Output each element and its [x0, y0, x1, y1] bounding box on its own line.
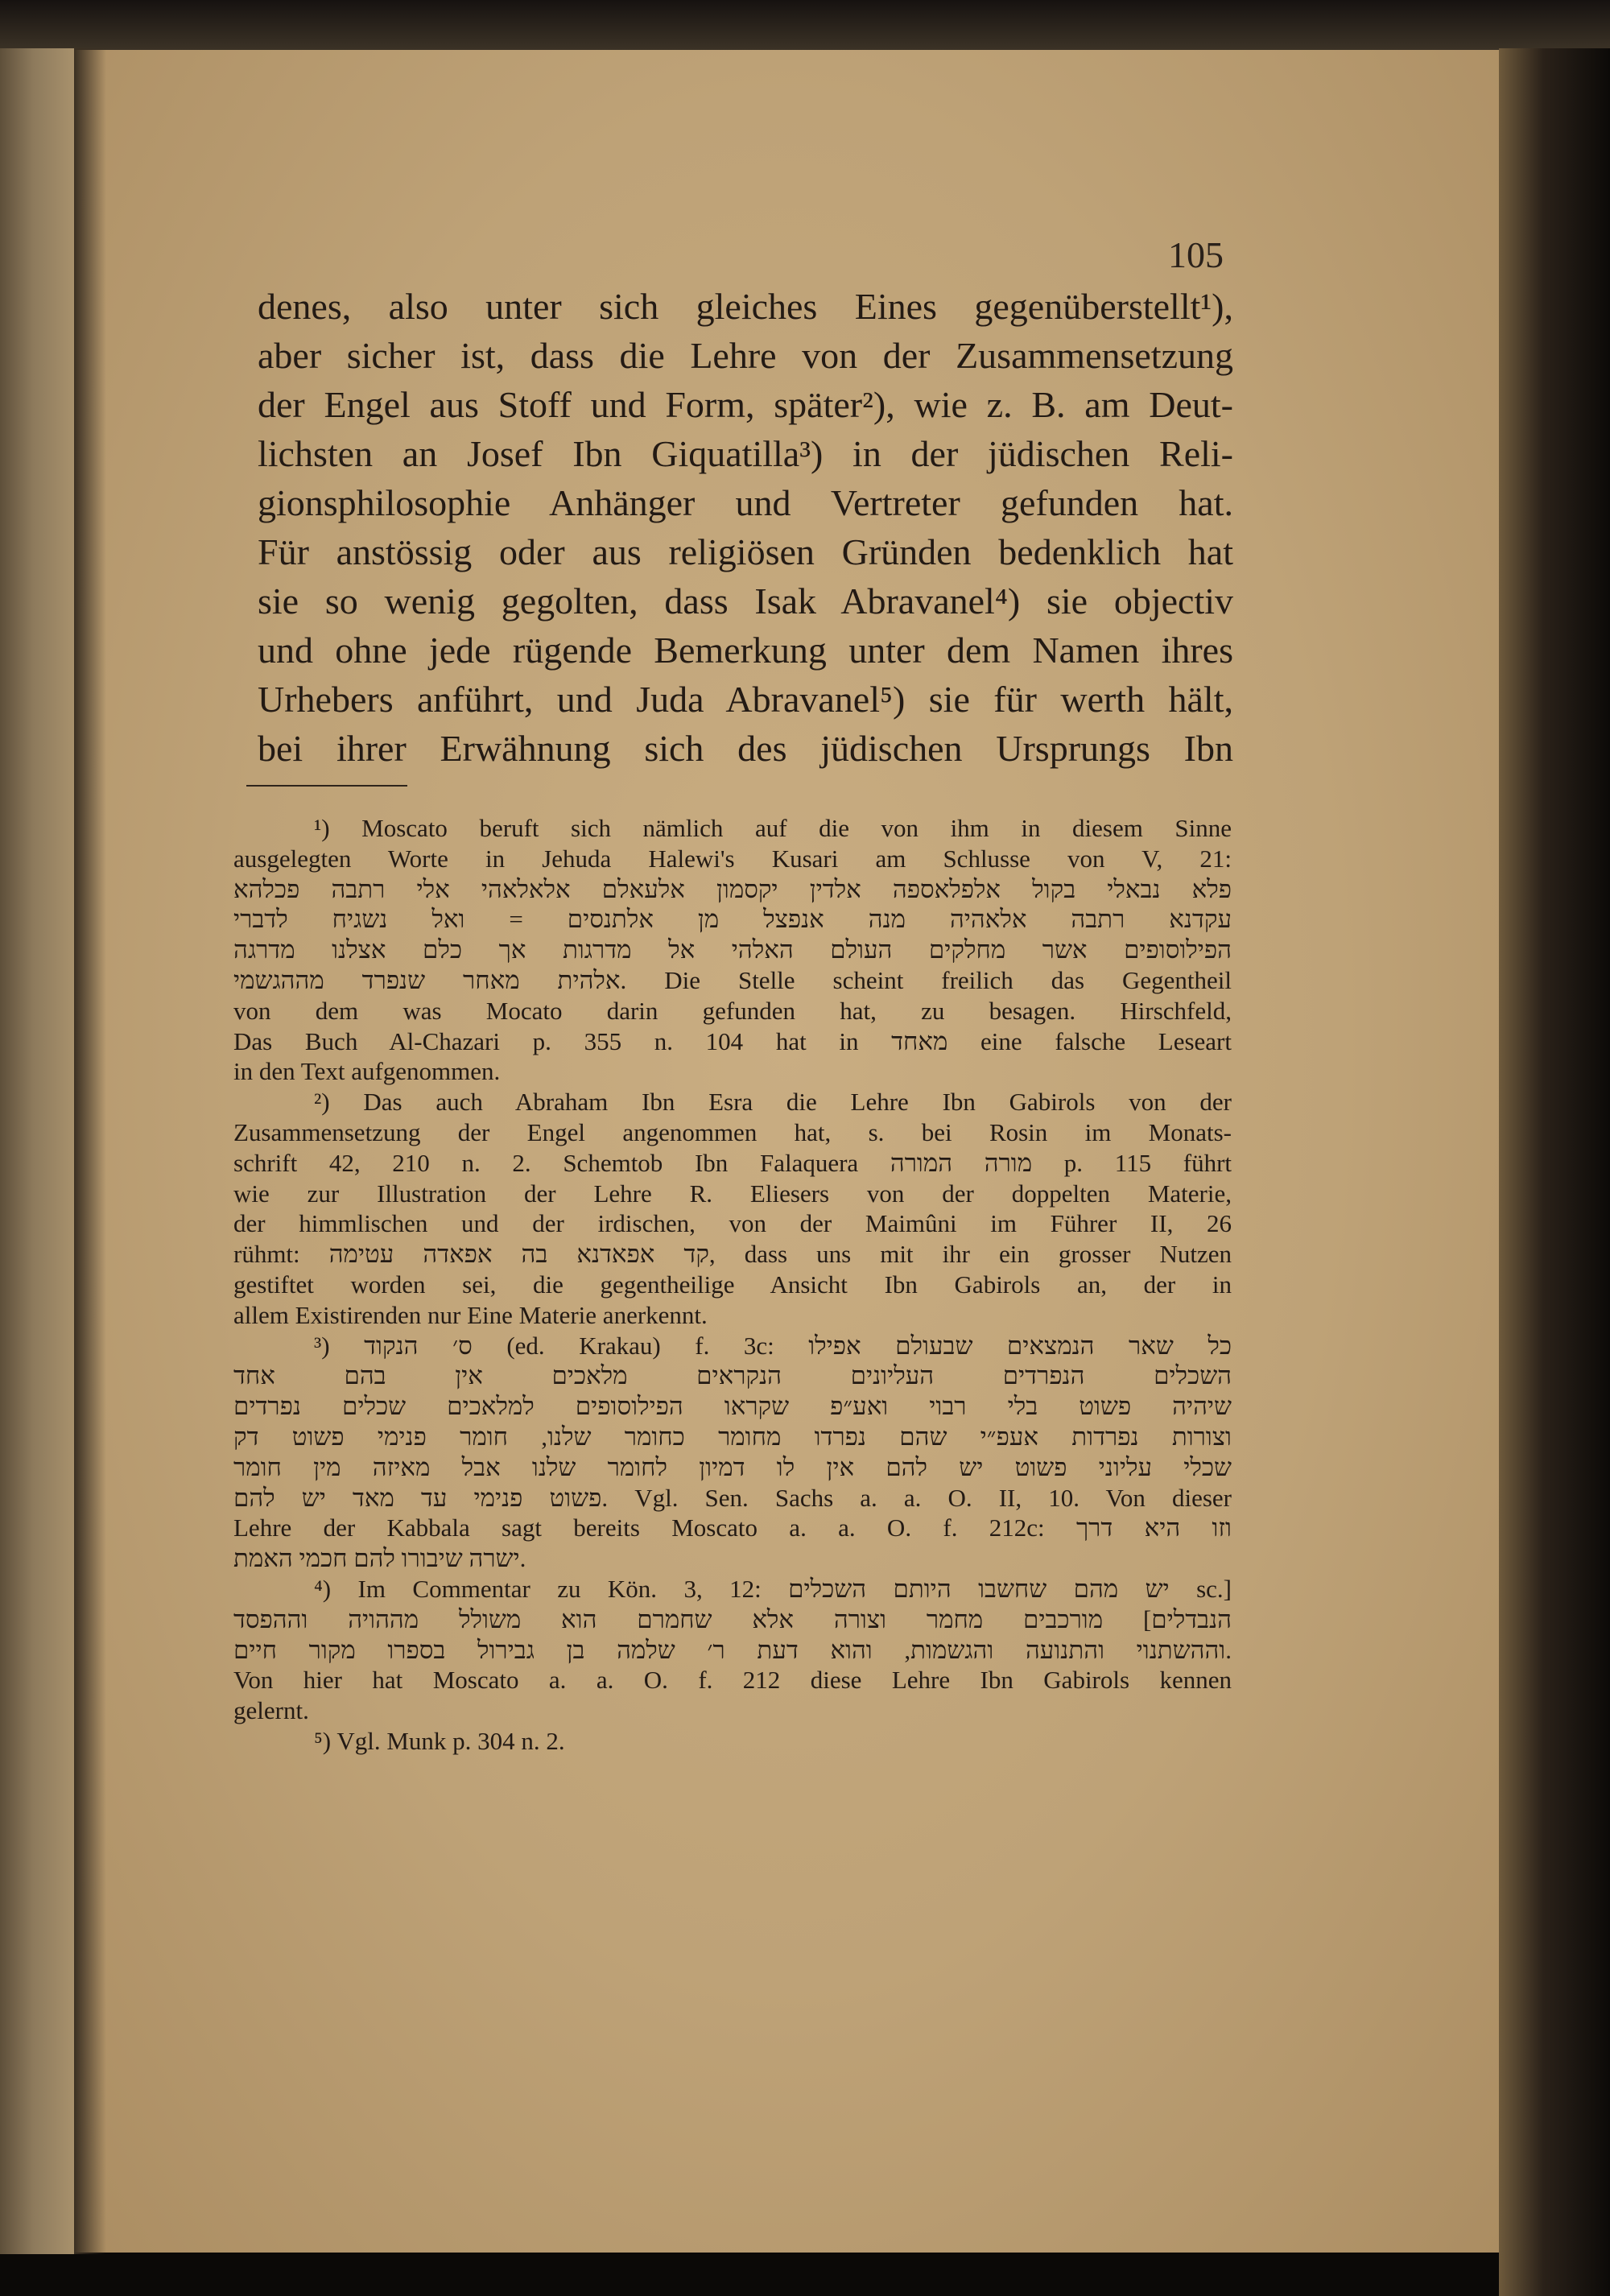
body-line: und ohne jede rügende Bemerkung unter dem Namen ihres — [258, 630, 1233, 671]
footnote-line: הפילוסופים אשר מחלקים העולם האלהי אל מדרגות אך כלם אצלנו מדרגה — [233, 935, 1232, 964]
footnote-line: allem Existirenden nur Eine Materie anerkennt. — [233, 1300, 708, 1329]
book-cover-edge — [1499, 48, 1610, 2296]
footnote-line: פלא נבאלי בקול אלפלאספה אלדין יקסמון אלעאלם אלאלאהי אלי רתבה פכלהא — [233, 874, 1232, 903]
footnote-rule — [246, 785, 407, 787]
book-top-edge — [0, 0, 1610, 50]
body-text — [258, 282, 1233, 773]
footnote-line: אלהית מאחר שנפרד מההגשמי. Die Stelle scheint freilich das Gegentheil — [233, 965, 1232, 994]
footnote-line: ⁴) Im Commentar zu Kön. 3, 12: יש מהם שחשבו היותם השכלים sc.] — [314, 1574, 1232, 1603]
body-line: Urhebers anführt, und Juda Abravanel⁵) sie für werth hält, — [258, 679, 1233, 720]
footnote-line: wie zur Illustration der Lehre R. Eliesers von der doppelten Materie, — [233, 1179, 1232, 1208]
page-number: 105 — [1168, 234, 1224, 275]
body-line: bei ihrer Erwähnung sich des jüdischen Ursprungs Ibn — [258, 728, 1233, 769]
footnote-line: der himmlischen und der irdischen, von der Maimûni im Führer II, 26 — [233, 1209, 1232, 1238]
footnote-line: וההשתנוי והתנועה והגשמות, והוא דעת ר׳ שלמה בן גבירול בספרו מקור חיים. — [233, 1635, 1232, 1664]
footnote-line: שיהיה פשוט בלי רבוי ואע״פ שקראו הפילוסופים למלאכים שכלים נפרדים — [233, 1392, 1232, 1421]
footnote-line: ⁵) Vgl. Munk p. 304 n. 2. — [314, 1726, 565, 1755]
body-line: sie so wenig gegolten, dass Isak Abravanel⁴) sie objectiv — [258, 580, 1233, 621]
gutter-shadow — [74, 48, 106, 2254]
footnote-line: gelernt. — [233, 1696, 309, 1725]
footnote-line: הנבדלים] מורכבים מחמר וצורה אלא שחמרם הוא משולל מההויה וההפסד — [233, 1604, 1232, 1633]
footnote-line: Zusammensetzung der Engel angenommen hat, s. bei Rosin im Monats- — [233, 1117, 1232, 1146]
footnote-line: rühmt: קד אפאדנא בה אפאדה עטימה, dass uns mit ihr ein grosser Nutzen — [233, 1240, 1232, 1269]
footnote-line: von dem was Mocato darin gefunden hat, zu besagen. Hirschfeld, — [233, 996, 1232, 1025]
footnote-line: Von hier hat Moscato a. a. O. f. 212 diese Lehre Ibn Gabirols kennen — [233, 1666, 1232, 1695]
footnote-line: עקדנא רתבה אלאהיה מנה אנפצל מן אלתנסים = ואל נשגיח לדברי — [233, 905, 1232, 934]
body-line: Für anstössig oder aus religiösen Gründen bedenklich hat — [258, 531, 1233, 572]
footnote-line: שכלי עליוני פשוט יש להם אין לו דמיון לחומר שלנו אבל מאיזה מין חומר — [233, 1452, 1232, 1481]
footnote-line: Lehre der Kabbala sagt bereits Moscato a. a. O. f. 212c: וזו היא דרך — [233, 1513, 1232, 1542]
footnote-line: השכלים הנפרדים העליונים הנקראים מלאכים אין בהם אחד — [233, 1361, 1232, 1390]
body-line: lichsten an Josef Ibn Giquatilla³) in der jüdischen Reli- — [258, 433, 1233, 474]
footnote-line: ausgelegten Worte in Jehuda Halewi's Kusari am Schlusse von V, 21: — [233, 844, 1232, 873]
footnote-line: ¹) Moscato beruft sich nämlich auf die von ihm in diesem Sinne — [314, 814, 1232, 842]
body-line: gionsphilosophie Anhänger und Vertreter gefunden hat. — [258, 482, 1233, 523]
body-line: der Engel aus Stoff und Form, später²), wie z. B. am Deut- — [258, 384, 1233, 425]
footnote-line: ²) Das auch Abraham Ibn Esra die Lehre Ibn Gabirols von der — [314, 1088, 1232, 1117]
footnotes — [233, 813, 1232, 1757]
facing-page-strip — [0, 48, 74, 2254]
footnote-line: gestiftet worden sei, die gegentheilige Ansicht Ibn Gabirols an, der in — [233, 1270, 1232, 1299]
footnote-line: in den Text aufgenommen. — [233, 1057, 501, 1086]
footnote-line: Das Buch Al-Chazari p. 355 n. 104 hat in מאחד eine falsche Leseart — [233, 1026, 1232, 1055]
body-line: aber sicher ist, dass die Lehre von der Zusammensetzung — [258, 335, 1233, 376]
footnote-line: ³) ס׳ הנקוד (ed. Krakau) f. 3c: כל שאר הנמצאים שבעולם אפילו — [314, 1331, 1232, 1360]
footnote-line: וצורות נפרדות אעפ״י שהם נפרדו מחומר כחומר שלנו, חומר פנימי פשוט דק — [233, 1422, 1232, 1451]
footnote-line: פשוט פנימי עד מאד יש להם. Vgl. Sen. Sachs a. a. O. II, 10. Von dieser — [233, 1483, 1232, 1512]
footnote-line: ישרה שיבורו להם חכמי האמת. — [233, 1544, 526, 1573]
footnote-line: schrift 42, 210 n. 2. Schemtob Ibn Falaquera מורה המורה p. 115 führt — [233, 1148, 1232, 1177]
body-line: denes, also unter sich gleiches Eines gegenüberstellt¹), — [258, 286, 1233, 327]
